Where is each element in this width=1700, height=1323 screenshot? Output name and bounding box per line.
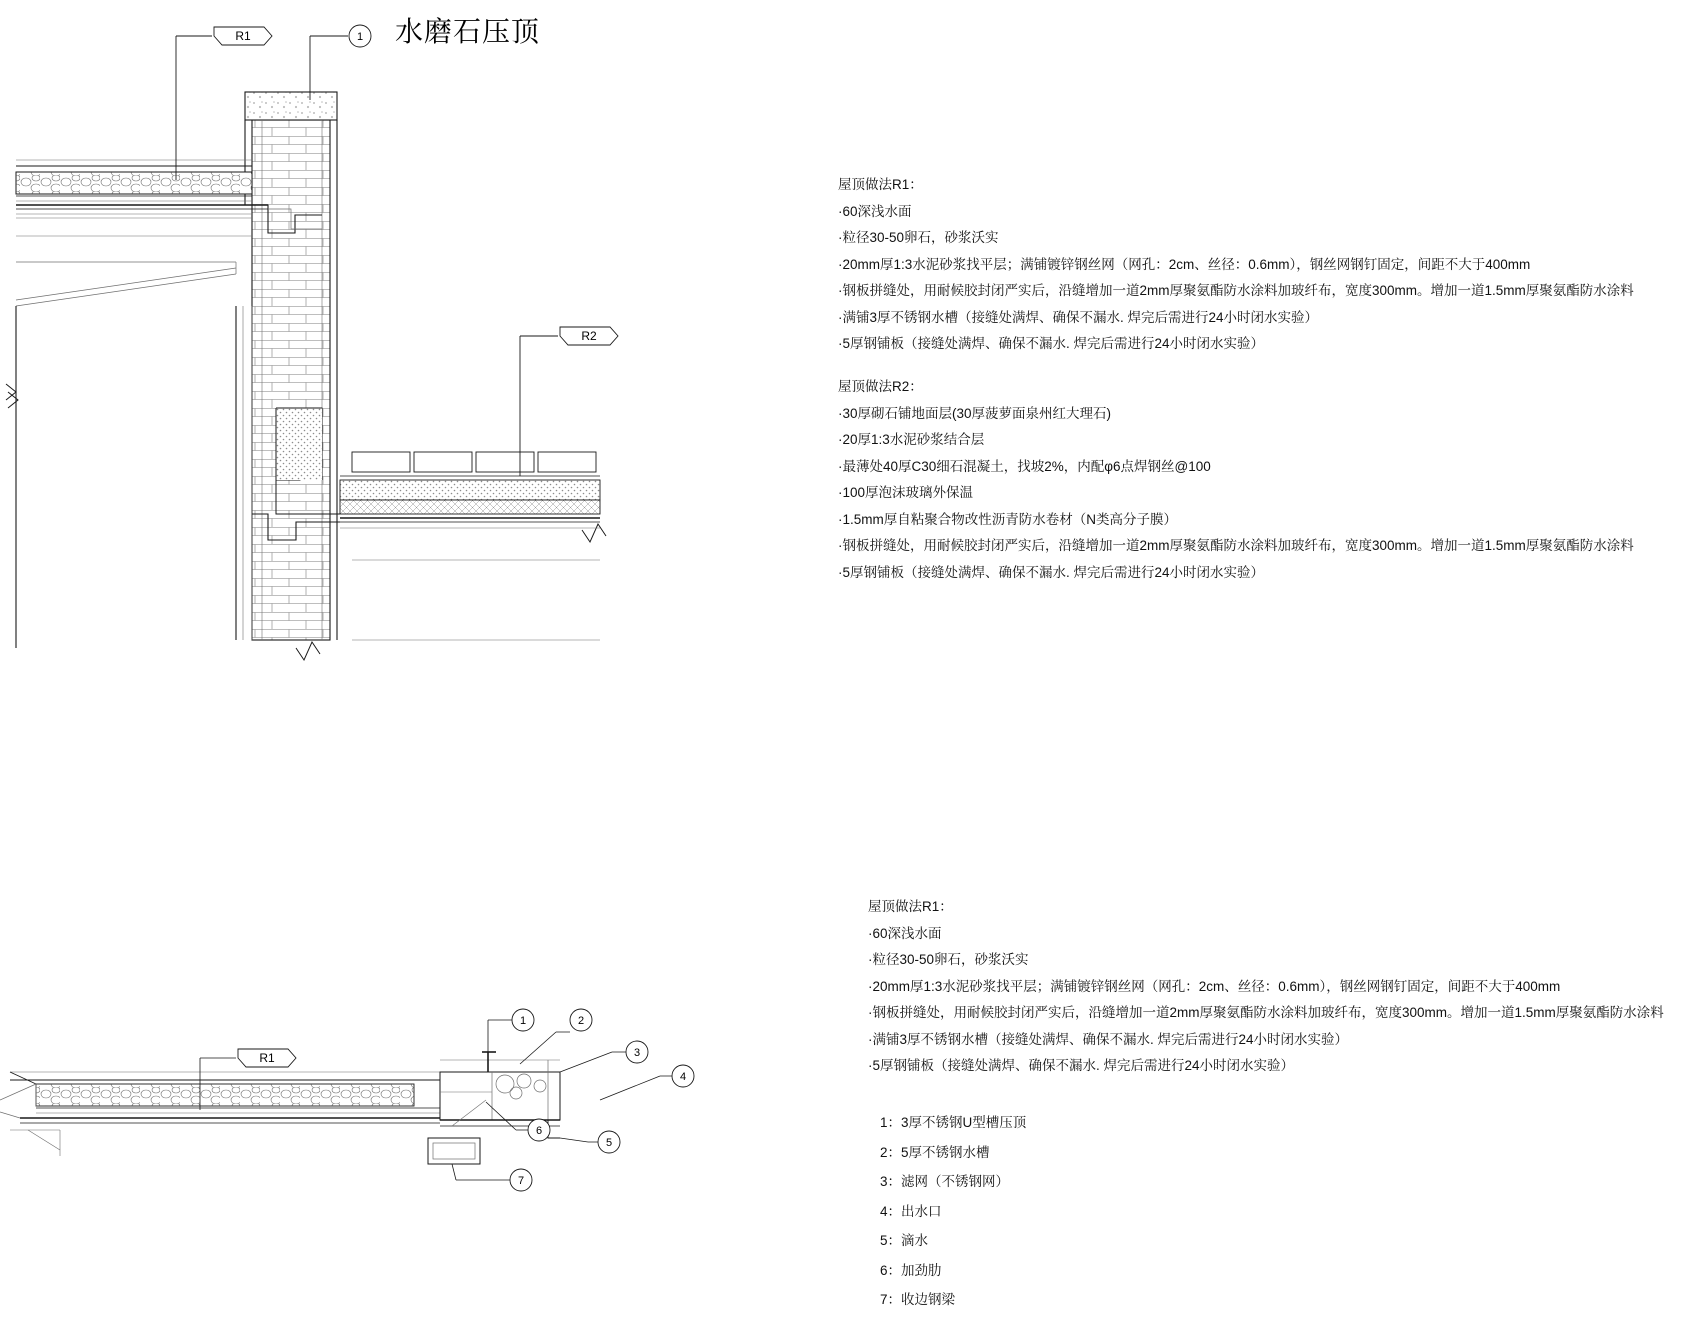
tag-r2-top-label: R2 [581,329,597,343]
notes-top-r1-line-2: ·粒径30-50卵石，砂浆沃实 [838,230,999,245]
legend-item-6: 6：加劲肋 [880,1262,942,1278]
callout-1-top [349,25,371,47]
legend-item-2: 2：5厚不锈钢水槽 [880,1144,990,1160]
callout-7-bottom-label: 7 [517,1175,525,1187]
callout-6-bottom-label: 6 [535,1125,543,1137]
tag-r1-bottom [238,1049,296,1067]
legend-list [880,1116,1026,1323]
notes-bottom-r1 [868,900,1664,1086]
notes-bottom-r1-line-4: ·钢板拼缝处，用耐候胶封闭严实后，沿缝增加一道2mm厚聚氨酯防水涂料加玻纤布，宽度300mm。增加一道1.5mm厚聚氨酯防水涂料 [868,1005,1664,1020]
notes-bottom-r1-line-1: ·60深浅水面 [868,925,942,941]
notes-bottom-r1-line-5: ·满铺3厚不锈钢水槽（接缝处满焊、确保不漏水. 焊完后需进行24小时闭水实验） [868,1031,1349,1047]
notes-bottom-r1-line-3: ·20mm厚1:3水泥砂浆找平层；满铺镀锌钢丝网（网孔：2cm、丝径：0.6mm），钢丝网钢钉固定，间距不大于400mm [868,978,1561,994]
notes-top-r1-line-6: ·5厚钢铺板（接缝处满焊、确保不漏水. 焊完后需进行24小时闭水实验） [838,336,1265,351]
tag-r2-top [560,327,618,345]
notes-top-r1 [838,178,1634,364]
tag-r1-top [214,27,272,45]
legend-item-7: 7：收边钢梁 [880,1292,956,1307]
legend-item-4: 4：出水口 [880,1203,942,1219]
notes-top-r2-line-7: ·5厚钢铺板（接缝处满焊、确保不漏水. 焊完后需进行24小时闭水实验） [838,564,1265,580]
notes-top-r2-heading: 屋顶做法R2： [838,379,923,394]
callout-5-bottom-label: 5 [605,1137,613,1149]
callout-1-bottom-label: 1 [519,1015,527,1027]
top-detail-drawing [0,0,760,720]
notes-top-r2 [838,380,1634,592]
callout-1-top-label: 1 [356,31,364,43]
notes-top-r2-line-3: ·最薄处40厚C30细石混凝土，找坡2%，内配φ6点焊钢丝@100 [838,458,1211,474]
legend-item-1: 1：3厚不锈钢U型槽压顶 [880,1115,1027,1130]
callout-6-bottom [528,1119,550,1141]
callout-3-bottom-label: 3 [633,1047,641,1059]
notes-top-r2-line-4: ·100厚泡沫玻璃外保温 [838,485,974,500]
callout-5-bottom [598,1131,620,1153]
notes-top-r2-line-5: ·1.5mm厚自粘聚合物改性沥青防水卷材（N类高分子膜） [838,511,1178,527]
callout-2-bottom-label: 2 [577,1015,585,1027]
notes-top-r1-heading: 屋顶做法R1： [838,177,923,192]
notes-top-r1-line-1: ·60深浅水面 [838,203,912,219]
tag-r1-bottom-label: R1 [259,1051,275,1065]
notes-bottom-r1-heading: 屋顶做法R1： [868,899,953,914]
callout-3-bottom [626,1041,648,1063]
callout-7-bottom [510,1169,532,1191]
tag-r1-top-label: R1 [235,29,251,43]
notes-top-r1-line-3: ·20mm厚1:3水泥砂浆找平层；满铺镀锌钢丝网（网孔：2cm、丝径：0.6mm），钢丝网钢钉固定，间距不大于400mm [838,256,1531,272]
notes-bottom-r1-line-2: ·粒径30-50卵石，砂浆沃实 [868,952,1029,967]
notes-top-r2-line-6: ·钢板拼缝处，用耐候胶封闭严实后，沿缝增加一道2mm厚聚氨酯防水涂料加玻纤布，宽度300mm。增加一道1.5mm厚聚氨酯防水涂料 [838,538,1634,553]
callout-4-bottom [672,1065,694,1087]
notes-top-r1-line-5: ·满铺3厚不锈钢水槽（接缝处满焊、确保不漏水. 焊完后需进行24小时闭水实验） [838,309,1319,325]
legend-item-3: 3：滤网（不锈钢网） [880,1174,1010,1189]
notes-bottom-r1-line-6: ·5厚钢铺板（接缝处满焊、确保不漏水. 焊完后需进行24小时闭水实验） [868,1058,1295,1073]
callout-4-bottom-label: 4 [679,1071,687,1083]
notes-top-r2-line-2: ·20厚1:3水泥砂浆结合层 [838,432,985,447]
notes-top-r2-line-1: ·30厚砌石铺地面层(30厚菠萝面泉州红大理石) [838,405,1112,421]
notes-top-r1-line-4: ·钢板拼缝处，用耐候胶封闭严实后，沿缝增加一道2mm厚聚氨酯防水涂料加玻纤布，宽度300mm。增加一道1.5mm厚聚氨酯防水涂料 [838,283,1634,298]
bottom-detail-drawing [0,960,760,1300]
page-title: 水磨石压顶 [395,16,541,47]
callout-1-bottom [512,1009,534,1031]
legend-item-5: 5：滴水 [880,1233,929,1248]
callout-2-bottom [570,1009,592,1031]
